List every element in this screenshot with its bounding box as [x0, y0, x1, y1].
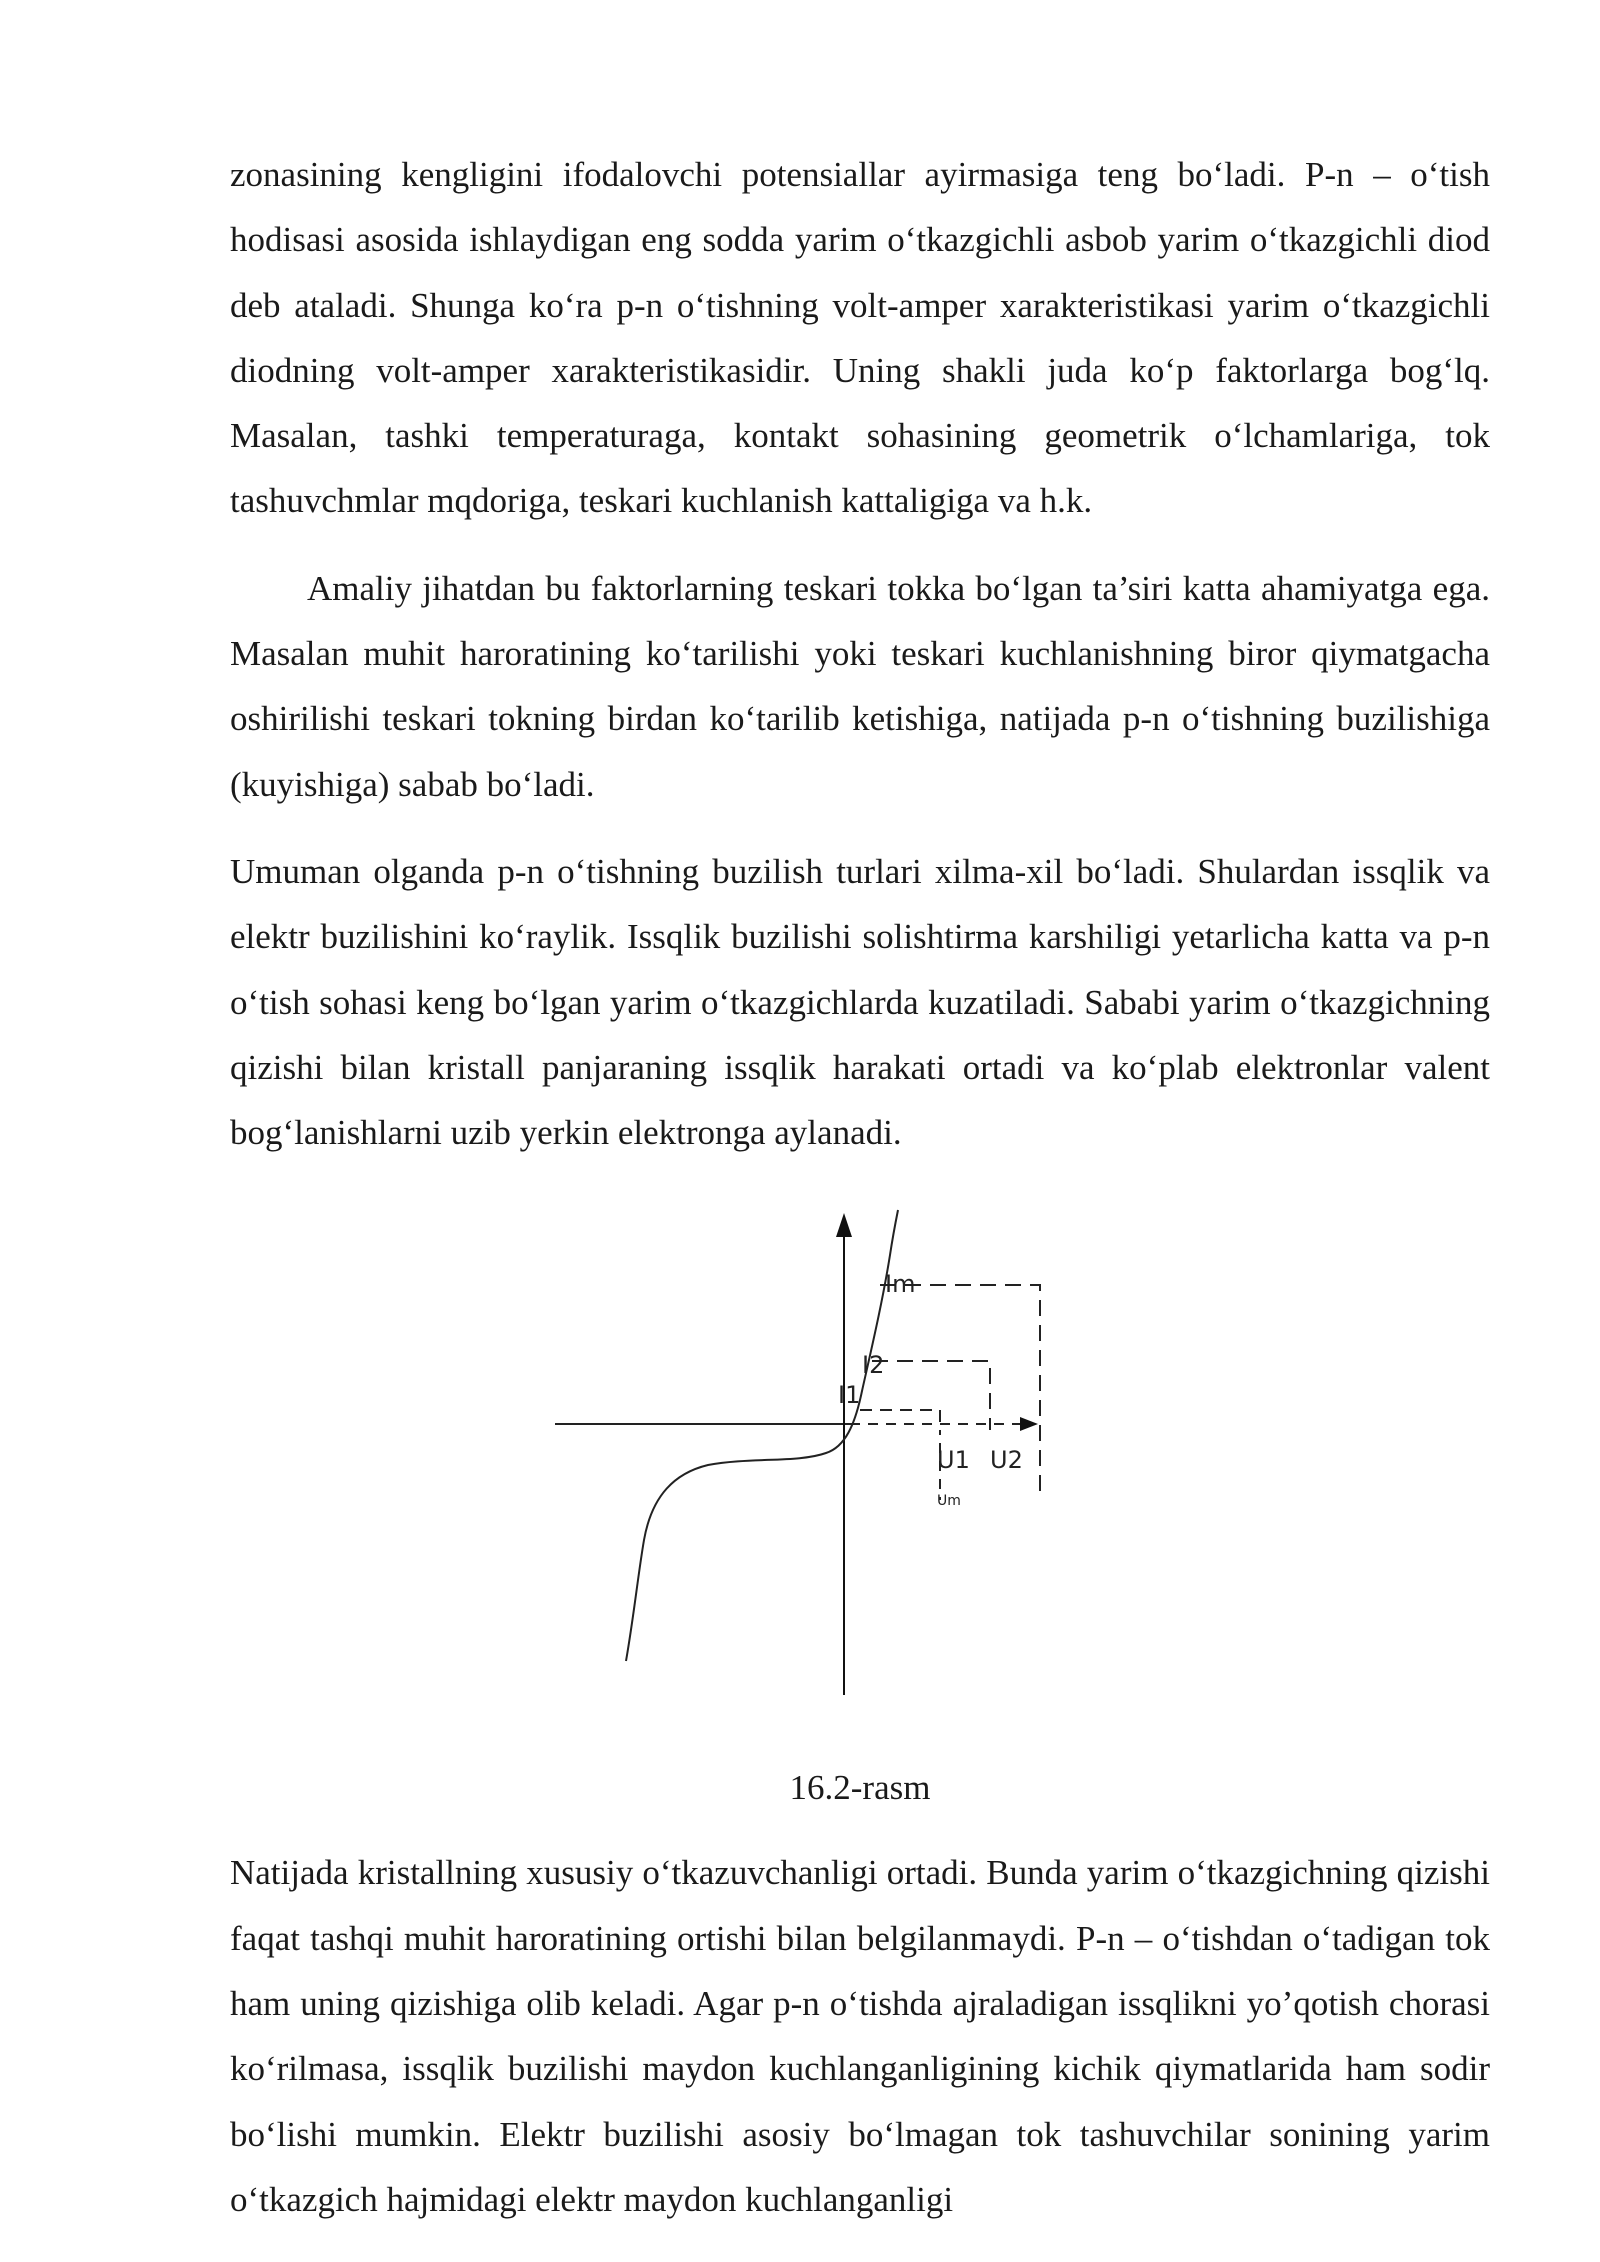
paragraph-2: Amaliy jihatdan bu faktorlarning teskari tokka bo‘lgan ta’siri katta ahamiyatga ega. Masalan muhit haroratining ko‘tarilishi yoki teskari kuchlanishning biror qiymatgacha oshirilishi teskari tokning birdan ko‘tarilib ketishiga, natijada p-n o‘tishning buzilishiga (kuyishiga) sabab bo‘ladi.: [230, 568, 1490, 804]
label-um: Um: [937, 1493, 961, 1510]
label-i1: I1: [838, 1381, 861, 1410]
paragraph-4: Natijada kristallning xususiy o‘tkazuvchanligi ortadi. Bunda yarim o‘tkazgichning qizishi faqat tashqi muhit haroratining ortishi bilan belgilanmaydi. P-n – o‘tishdan o‘tadigan tok ham uning qizishiga olib keladi. Agar p-n o‘tishda ajraladigan issqlikni yo’qotish chorasi ko‘rilmasa, issqlik buzilishi maydon kuchlanganligining kichik qiymatlarida ham sodir bo‘lishi mumkin. Elektr buzilishi asosiy bo‘lmagan tok tashuvchilar sonining yarim o‘tkazgich hajmidagi elektr maydon kuchlanganligi: [230, 1853, 1490, 2219]
figure-volt-ampere: [230, 1195, 1490, 1755]
y-axis-arrow: [836, 1213, 852, 1237]
label-u2: U2: [990, 1446, 1023, 1475]
label-im: Im: [885, 1270, 916, 1299]
label-i2: I2: [862, 1351, 885, 1380]
volt-ampere-diagram: [230, 1195, 1490, 1755]
paragraph-1: zonasining kengligini ifodalovchi potensiallar ayirmasiga teng bo‘ladi. P-n – o‘tish hodisasi asosida ishlaydigan eng sodda yarim o‘tkazgichli asbob yarim o‘tkazgichli diod deb ataladi. Shunga ko‘ra p-n o‘tishning volt-amper xarakteristikasi yarim o‘tkazgichli diodning volt-amper xarakteristikasidir. Uning shakli juda ko‘p faktorlarga bog‘lq. Masalan, tashki temperaturaga, kontakt sohasining geometrik o‘lchamlariga, tok tashuvchmlar mqdoriga, teskari kuchlanish kattaligiga va h.k.: [230, 155, 1490, 521]
dashed-i2-line: [872, 1361, 990, 1430]
figure-caption: 16.2-rasm: [789, 1768, 931, 1808]
document-page: [230, 142, 1490, 2232]
characteristic-curve: [626, 1210, 898, 1661]
label-u1: U1: [937, 1446, 970, 1475]
dashed-i1-line: [860, 1410, 940, 1435]
x-axis-arrow: [1020, 1417, 1038, 1431]
paragraph-3: Umuman olganda p-n o‘tishning buzilish turlari xilma-xil bo‘ladi. Shulardan issqlik va elektr buzilishini ko‘raylik. Issqlik buzilishi solishtirma karshiligi yetarlicha katta va p-n o‘tish sohasi keng bo‘lgan yarim o‘tkazgichlarda kuzatiladi. Sababi yarim o‘tkazgichning qizishi bilan kristall panjaraning issqlik harakati ortadi va ko‘plab elektronlar valent bog‘lanishlarni uzib yerkin elektronga aylanadi.: [230, 851, 1490, 1153]
